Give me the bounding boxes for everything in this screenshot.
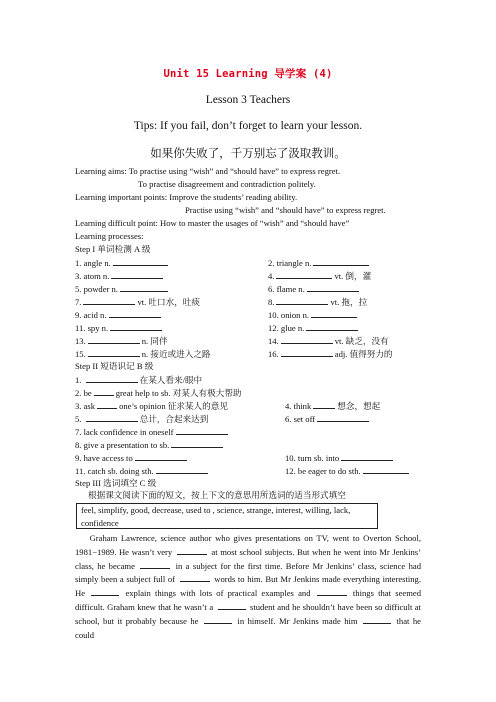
answer-blank[interactable] [97, 400, 117, 409]
step2-title: Step II 短语识记 B 级 [75, 361, 154, 371]
lesson-title: Lesson 3 Teachers [205, 94, 291, 106]
answer-blank[interactable] [111, 270, 163, 279]
answer-blank[interactable] [86, 374, 138, 383]
vocab-item-16: 16. adj. 值得努力的 [268, 349, 393, 359]
learning-aims-2: To practise disagreement and contradiction politely. [138, 179, 316, 189]
answer-blank[interactable] [317, 587, 347, 596]
answer-blank[interactable] [341, 452, 393, 461]
vocab-item-5: 5. powder n. [75, 283, 170, 295]
cloze-passage: Graham Lawrence, science author who gives presentations on TV, went to Overton School, 1981−1989. He wasn’t very at most school subjects. But when he went into Mr Jenkins’ class, he became in a subject for the first time. Before Mr Jenkins’ class, science had simply been a subject full of words to him. But Mr Jenkins made everything interesting. He explain things with lots of practical examples and things that seemed difficult. Graham knew that he wasn’t a student and he shouldn’t have been so difficult at school, but it probably because he in himself. Mr Jenkins made him that he could [75, 533, 422, 640]
tips-english: Tips: If you fail, don’t forget to learn your lesson. [133, 120, 363, 132]
vocab-item-8: 8. vt. 拖，拉 [268, 297, 368, 307]
answer-blank[interactable] [109, 309, 161, 318]
answer-blank[interactable] [171, 439, 223, 448]
phrase-item-9: 9. have access to [75, 452, 189, 464]
answer-blank[interactable] [313, 257, 369, 266]
answer-blank[interactable] [177, 546, 207, 555]
answer-blank[interactable] [276, 270, 332, 279]
answer-blank[interactable] [281, 335, 333, 344]
difficult-point: Learning difficult point: How to master the usages of “wish” and “should have” [75, 218, 350, 228]
answer-blank[interactable] [313, 400, 335, 409]
answer-blank[interactable] [307, 283, 359, 292]
vocab-item-14: 14. vt. 缺乏，没有 [268, 336, 389, 346]
answer-blank[interactable] [156, 465, 208, 474]
phrase-item-5: 5. 总计，合起来达到 [75, 414, 209, 424]
vocab-item-2: 2. triangle n. [268, 257, 371, 269]
step3-instruction: 根据课文阅读下面的短文，按上下文的意思用所选词的适当形式填空 [88, 490, 346, 500]
answer-blank[interactable] [363, 465, 409, 474]
answer-blank[interactable] [88, 348, 140, 357]
word-bank-box [76, 503, 378, 529]
vocab-item-9: 9. acid n. [75, 309, 163, 321]
answer-blank[interactable] [180, 573, 210, 582]
vocab-item-4: 4. vt. 倒，灌 [268, 271, 372, 281]
step3-title: Step III 选词填空 C 级 [75, 478, 157, 488]
answer-blank[interactable] [110, 322, 162, 331]
vocab-item-10: 10. onion n. [268, 309, 359, 321]
answer-blank[interactable] [363, 615, 391, 624]
phrase-item-6: 6. set off [285, 413, 371, 425]
answer-blank[interactable] [135, 452, 187, 461]
vocab-item-15: 15. n. 接近或进入之路 [75, 349, 211, 359]
answer-blank[interactable] [204, 615, 232, 624]
phrase-item-12: 12. be eager to do sth. [285, 465, 411, 477]
document-title: Unit 15 Learning 导学案 (4) [163, 68, 333, 80]
vocab-item-7: 7. vt. 吐口水，吐痰 [75, 297, 200, 307]
answer-blank[interactable] [91, 587, 119, 596]
answer-blank[interactable] [218, 601, 246, 610]
important-points-2: Practise using “wish” and “should have” to express regret. [185, 205, 386, 215]
vocab-item-1: 1. angle n. [75, 257, 170, 269]
vocab-item-11: 11. spy n. [75, 322, 164, 334]
phrase-item-1: 1. 在某人看来/眼中 [75, 375, 203, 385]
answer-blank[interactable] [306, 322, 358, 331]
answer-blank[interactable] [276, 296, 328, 305]
phrase-item-3: 3. ask one’s opinion 征求某人的意见 [75, 401, 228, 411]
answer-blank[interactable] [281, 348, 333, 357]
phrase-item-8: 8. give a presentation to sb. [75, 439, 225, 451]
phrase-item-7: 7. lack confidence in oneself [75, 426, 230, 438]
answer-blank[interactable] [94, 387, 114, 396]
vocab-item-3: 3. atom n. [75, 270, 165, 282]
tips-chinese: 如果你失败了，千万别忘了汲取教训。 [150, 148, 346, 160]
answer-blank[interactable] [176, 426, 228, 435]
learning-processes: Learning processes: [75, 231, 144, 241]
learning-aims: Learning aims: To practise using “wish” and “should have” to express regret. [75, 166, 341, 176]
phrase-item-4: 4. think 想念，想起 [285, 401, 381, 411]
answer-blank[interactable] [88, 335, 140, 344]
answer-blank[interactable] [140, 560, 170, 569]
answer-blank[interactable] [113, 257, 168, 266]
answer-blank[interactable] [86, 413, 138, 422]
answer-blank[interactable] [311, 309, 357, 318]
step1-title: Step I 单词检测 A 级 [75, 244, 151, 254]
answer-blank[interactable] [83, 296, 135, 305]
vocab-item-12: 12. glue n. [268, 322, 360, 334]
vocab-item-6: 6. flame n. [268, 283, 361, 295]
important-points: Learning important points: Improve the students’ reading ability. [75, 192, 298, 202]
answer-blank[interactable] [120, 283, 168, 292]
phrase-item-11: 11. catch sb. doing sth. [75, 465, 210, 477]
answer-blank[interactable] [317, 413, 369, 422]
word-bank: feel, simplify, good, decrease, used to , science, strange, interest, willing, lack, confidence [81, 505, 351, 528]
vocab-item-13: 13. n. 同伴 [75, 336, 168, 346]
phrase-item-10: 10. turn sb. into [285, 452, 395, 464]
phrase-item-2: 2. be great help to sb. 对某人有极大帮助 [75, 388, 242, 398]
